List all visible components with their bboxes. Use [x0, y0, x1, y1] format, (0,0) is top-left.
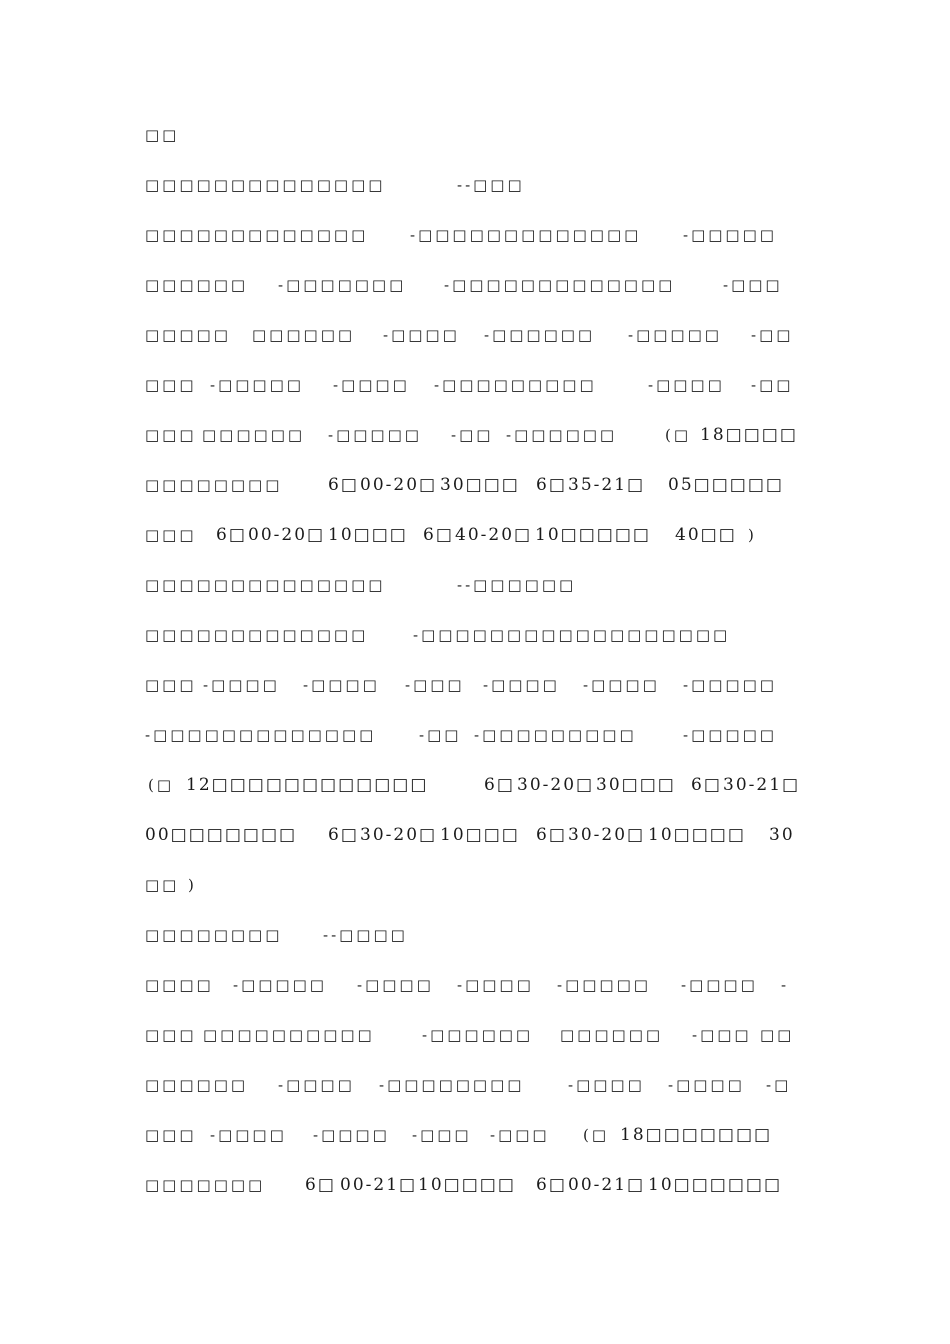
- text-segment: 30-20□: [360, 825, 438, 845]
- text-segment: 30: [769, 825, 795, 845]
- text-line: [0, 670, 950, 700]
- text-segment: -□□□: [405, 676, 465, 694]
- text-segment: 6□: [536, 825, 567, 845]
- text-segment: -□□□□□□□: [278, 276, 407, 294]
- text-line: [0, 170, 950, 200]
- text-segment: -□□□□□□: [484, 326, 596, 344]
- text-segment: 00-21□: [568, 1175, 646, 1195]
- text-segment: (□: [665, 426, 692, 444]
- text-segment: □□□□□□: [145, 276, 249, 294]
- text-segment: 6□: [484, 775, 515, 795]
- text-segment: □□□□□□: [145, 1076, 249, 1094]
- text-segment: 6□: [305, 1175, 336, 1195]
- text-segment: -□□: [751, 326, 794, 344]
- text-segment: -□□□□□□□□: [379, 1076, 525, 1094]
- text-segment: □□: [145, 126, 180, 144]
- text-segment: (□: [583, 1126, 610, 1144]
- text-segment: 18□□□□□□□: [620, 1125, 773, 1145]
- text-segment: 6□: [423, 525, 454, 545]
- text-segment: 6□: [216, 525, 247, 545]
- text-segment: -□□□: [692, 1026, 752, 1044]
- text-segment: -□□□: [412, 1126, 472, 1144]
- text-segment: -□□: [419, 726, 462, 744]
- text-line: [0, 370, 950, 400]
- text-segment: -□□□□□: [683, 226, 777, 244]
- text-segment: -□□□□□: [233, 976, 327, 994]
- text-segment: □□□□□□: [252, 326, 356, 344]
- text-segment: □□□□□□□: [145, 1176, 266, 1194]
- text-line: [0, 270, 950, 300]
- text-line: [0, 1120, 950, 1150]
- text-segment: -□□□□: [383, 326, 460, 344]
- text-segment: □□□: [145, 1126, 197, 1144]
- text-segment: 30□□□: [596, 775, 676, 795]
- text-segment: -□□□□□□: [506, 426, 618, 444]
- text-segment: -□□□□: [333, 376, 410, 394]
- text-segment: 30-20□: [517, 775, 595, 795]
- text-segment: -□□: [451, 426, 494, 444]
- text-segment: -□□□□□□□□□: [474, 726, 637, 744]
- text-line: [0, 420, 950, 450]
- text-segment: ): [188, 876, 197, 894]
- text-segment: -□□□: [723, 276, 783, 294]
- text-line: [0, 820, 950, 850]
- text-segment: -□□□□□: [328, 426, 422, 444]
- text-segment: (□: [148, 776, 175, 794]
- text-segment: --□□□□□□: [457, 576, 577, 594]
- text-segment: □□: [760, 1026, 795, 1044]
- text-segment: 05□□□□□: [668, 475, 784, 495]
- text-segment: □□□□□□□□: [145, 476, 283, 494]
- text-segment: -□□□□: [648, 376, 725, 394]
- text-segment: -□□□□□□□□□□□□□: [145, 726, 377, 744]
- text-segment: 35-21□: [568, 475, 646, 495]
- text-segment: 6□: [536, 1175, 567, 1195]
- text-line: [0, 970, 950, 1000]
- text-segment: □□□□□□□□□□□□□□: [145, 576, 386, 594]
- text-segment: 30-20□: [568, 825, 646, 845]
- text-line: [0, 220, 950, 250]
- text-segment: -□□□□□□: [422, 1026, 534, 1044]
- text-segment: -□□□□□□□□□: [434, 376, 597, 394]
- text-segment: -□□□□□□□□□□□□□: [444, 276, 676, 294]
- text-segment: 10□□□: [440, 825, 520, 845]
- text-segment: □□□: [145, 376, 197, 394]
- text-line: [0, 720, 950, 750]
- text-segment: 40-20□: [455, 525, 533, 545]
- text-segment: --□□□□: [323, 926, 408, 944]
- text-line: [0, 770, 950, 800]
- text-segment: -□□□□: [457, 976, 534, 994]
- text-segment: □□□□□: [145, 326, 231, 344]
- text-segment: □□□□□□□□□□□□□□: [145, 176, 386, 194]
- text-segment: 6□: [328, 825, 359, 845]
- text-segment: -□□: [751, 376, 794, 394]
- text-line: [0, 1170, 950, 1200]
- text-segment: -□□□□: [568, 1076, 645, 1094]
- text-segment: 12□□□□□□□□□□□□: [186, 775, 429, 795]
- text-segment: 18□□□□: [700, 425, 798, 445]
- text-segment: 30□□□: [440, 475, 520, 495]
- text-segment: □□□: [145, 526, 197, 544]
- text-segment: □□□: [145, 1026, 197, 1044]
- text-segment: 40□□: [675, 525, 737, 545]
- text-line: [0, 1020, 950, 1050]
- text-segment: □□□□□□□□□□□□□: [145, 226, 369, 244]
- text-segment: -□□□□□: [683, 726, 777, 744]
- text-segment: -□□□□: [203, 676, 280, 694]
- text-segment: 6□: [691, 775, 722, 795]
- text-segment: 10□□□: [328, 525, 408, 545]
- text-line: [0, 120, 950, 150]
- text-line: [0, 520, 950, 550]
- text-segment: □□□□: [145, 976, 214, 994]
- text-segment: 10□□□□□□: [648, 1175, 783, 1195]
- text-segment: □□□□□□□□□□: [203, 1026, 375, 1044]
- text-segment: □□□□□□: [560, 1026, 664, 1044]
- text-segment: -□□□□□□□□□□□□□: [410, 226, 642, 244]
- text-segment: 00-21□: [340, 1175, 418, 1195]
- text-segment: -□□□□□: [628, 326, 722, 344]
- text-segment: 00-20□: [248, 525, 326, 545]
- text-segment: 30-21□: [723, 775, 801, 795]
- text-segment: -□: [766, 1076, 792, 1094]
- text-segment: 00□□□□□□□: [145, 825, 298, 845]
- text-segment: □□□: [145, 676, 197, 694]
- text-segment: -□□□□: [483, 676, 560, 694]
- text-segment: □□□□□□: [202, 426, 306, 444]
- text-segment: □□: [145, 876, 180, 894]
- text-segment: -□□□□□: [210, 376, 304, 394]
- text-segment: -□□□□: [313, 1126, 390, 1144]
- text-segment: -□□□□: [278, 1076, 355, 1094]
- text-segment: □□□□□□□□: [145, 926, 283, 944]
- text-segment: -□□□□□: [557, 976, 651, 994]
- text-line: [0, 620, 950, 650]
- text-line: [0, 870, 950, 900]
- text-segment: □□□□□□□□□□□□□: [145, 626, 369, 644]
- text-segment: □□□: [145, 426, 197, 444]
- text-segment: -□□□□: [210, 1126, 287, 1144]
- text-line: [0, 320, 950, 350]
- text-line: [0, 920, 950, 950]
- text-line: [0, 570, 950, 600]
- text-segment: 10□□□□: [418, 1175, 516, 1195]
- text-segment: ): [748, 526, 757, 544]
- text-segment: -□□□□: [357, 976, 434, 994]
- text-segment: -□□□□: [681, 976, 758, 994]
- text-segment: 00-20□: [360, 475, 438, 495]
- text-segment: -□□□: [490, 1126, 550, 1144]
- text-segment: -□□□□: [668, 1076, 745, 1094]
- text-segment: -□□□□: [303, 676, 380, 694]
- text-segment: 6□: [328, 475, 359, 495]
- text-segment: -□□□□□□□□□□□□□□□□□□: [413, 626, 731, 644]
- text-segment: 10□□□□□: [535, 525, 651, 545]
- text-segment: 10□□□□: [648, 825, 746, 845]
- text-line: [0, 470, 950, 500]
- text-segment: 6□: [536, 475, 567, 495]
- text-segment: --□□□: [457, 176, 525, 194]
- text-segment: -: [781, 976, 790, 994]
- text-segment: -□□□□: [583, 676, 660, 694]
- text-segment: -□□□□□: [683, 676, 777, 694]
- text-line: [0, 1070, 950, 1100]
